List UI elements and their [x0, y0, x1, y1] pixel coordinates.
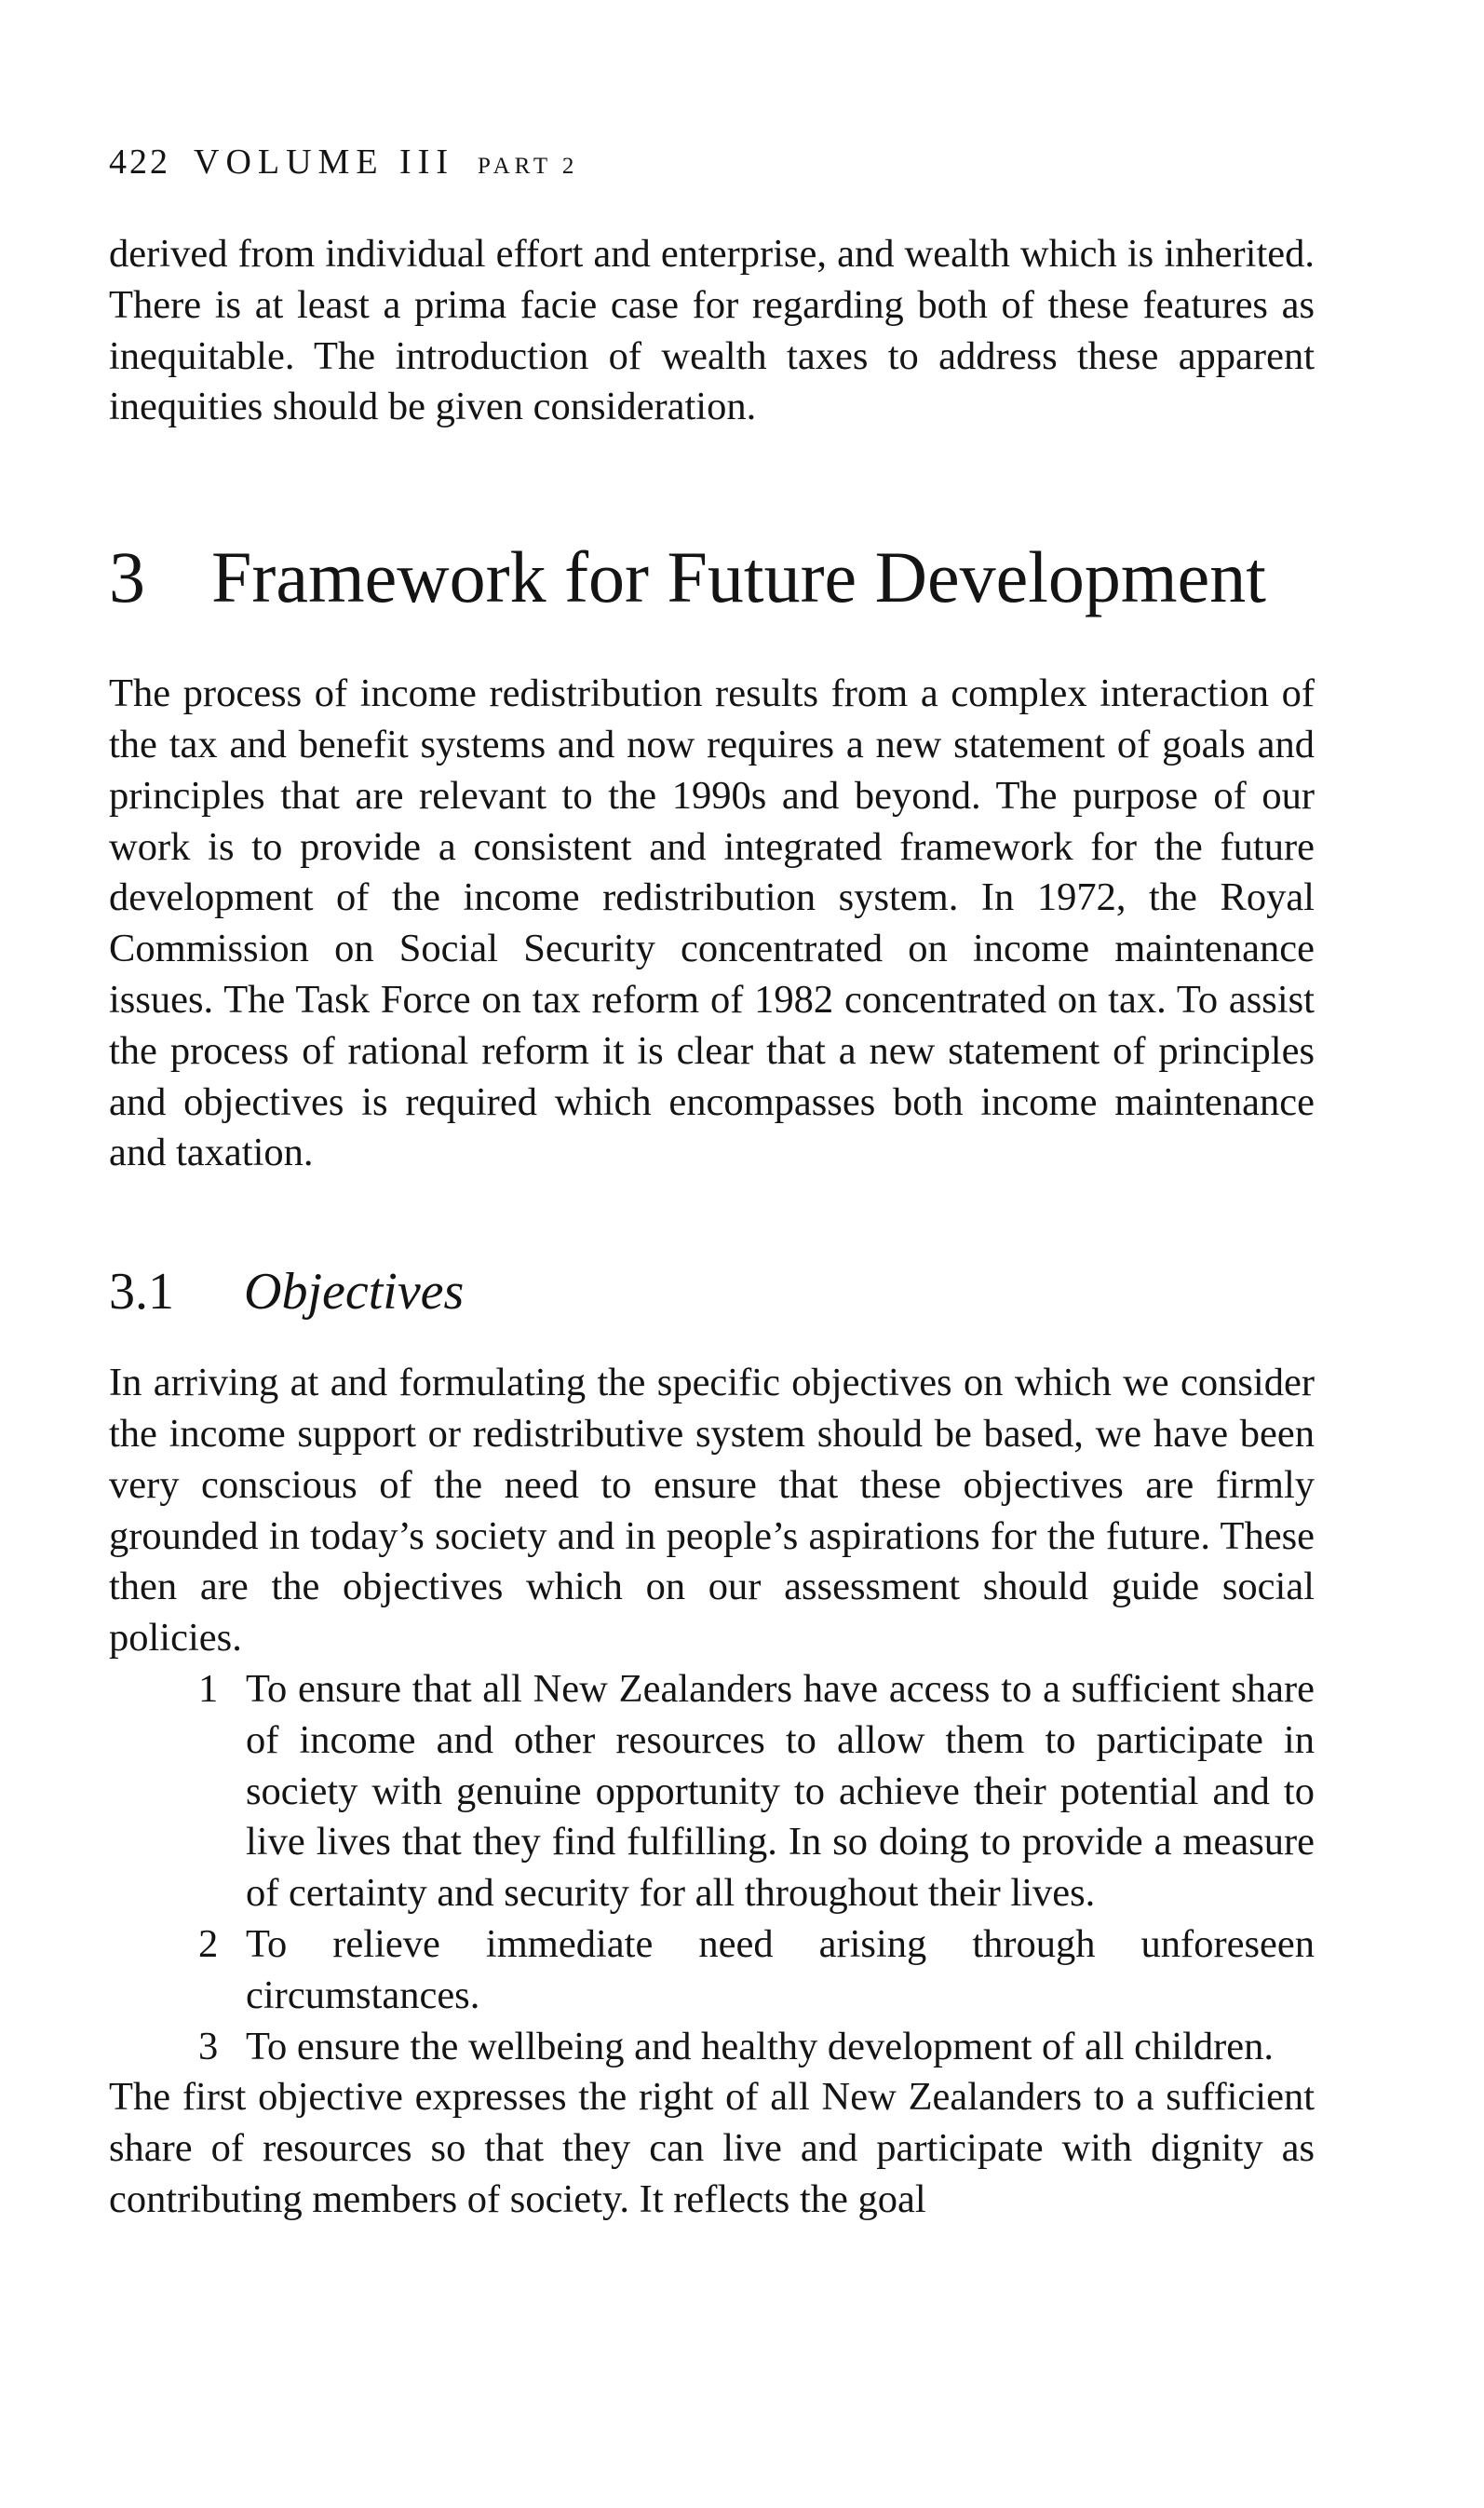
intro-paragraph: derived from individual effort and enterprise, and wealth which is inherited. There is at least a prima facie case for regarding both of these features as inequitable. The introduction of wealth taxes to address these apparent inequities should be given consideration. — [109, 232, 1315, 429]
running-head — [109, 138, 1315, 186]
closing-paragraph: The first objective expresses the right of all New Zealanders to a sufficient share of resources so that they can live and participate with dignity as contributing members of society. It reflects the goal — [109, 2075, 1315, 2221]
list-item-text: To relieve immediate need arising through unforeseen circumstances. — [246, 1921, 1315, 2017]
list-item — [109, 1919, 1315, 2022]
list-item-text: To ensure the wellbeing and healthy development of all children. — [246, 2024, 1275, 2068]
section-number: 3.1 — [109, 1263, 174, 1322]
list-item-number: 3 — [198, 2024, 219, 2068]
section-heading — [109, 1259, 1315, 1324]
chapter-title: Framework for Future Development — [211, 536, 1266, 618]
chapter-number: 3 — [109, 536, 145, 618]
volume-label: VOLUME III — [194, 142, 455, 182]
list-item-number: 2 — [198, 1921, 219, 1966]
section-intro-paragraph: In arriving at and formulating the specific objectives on which we consider the income support or redistributive system should be based, we have been very conscious of the need to ensure that these objectives are firmly grounded in today’s society and in people’s aspirations for the future. These then are the objectives which on our assessment should guide social policies. — [109, 1361, 1315, 1661]
list-item-text: To ensure that all New Zealanders have access to a sufficient share of income and other resources to allow them to participate in society with genuine opportunity to achieve their potential and to live lives that they find fulfilling. In so doing to provide a measure of certainty and security for all throughout their lives. — [246, 1666, 1315, 1916]
list-item-number: 1 — [198, 1666, 219, 1711]
objectives-list — [109, 1664, 1315, 2072]
chapter-paragraph: The process of income redistribution results from a complex interaction of the tax and benefit systems and now requires a new statement of goals and principles that are relevant to the 1990s and beyond. The purpose of our work is to provide a consistent and integrated framework for the future development of the income redistribution system. In 1972, the Royal Commission on Social Security concentrated on income maintenance issues. The Task Force on tax reform of 1982 concentrated on tax. To assist the process of rational reform it is clear that a new statement of principles and objectives is required which encompasses both income maintenance and taxation. — [109, 671, 1315, 1175]
document-page — [109, 138, 1315, 2226]
list-item — [109, 1664, 1315, 1919]
chapter-heading — [109, 533, 1315, 622]
list-item — [109, 2022, 1315, 2073]
page-number: 422 — [109, 142, 170, 182]
section-title: Objectives — [244, 1263, 465, 1322]
part-label: PART 2 — [478, 154, 579, 179]
